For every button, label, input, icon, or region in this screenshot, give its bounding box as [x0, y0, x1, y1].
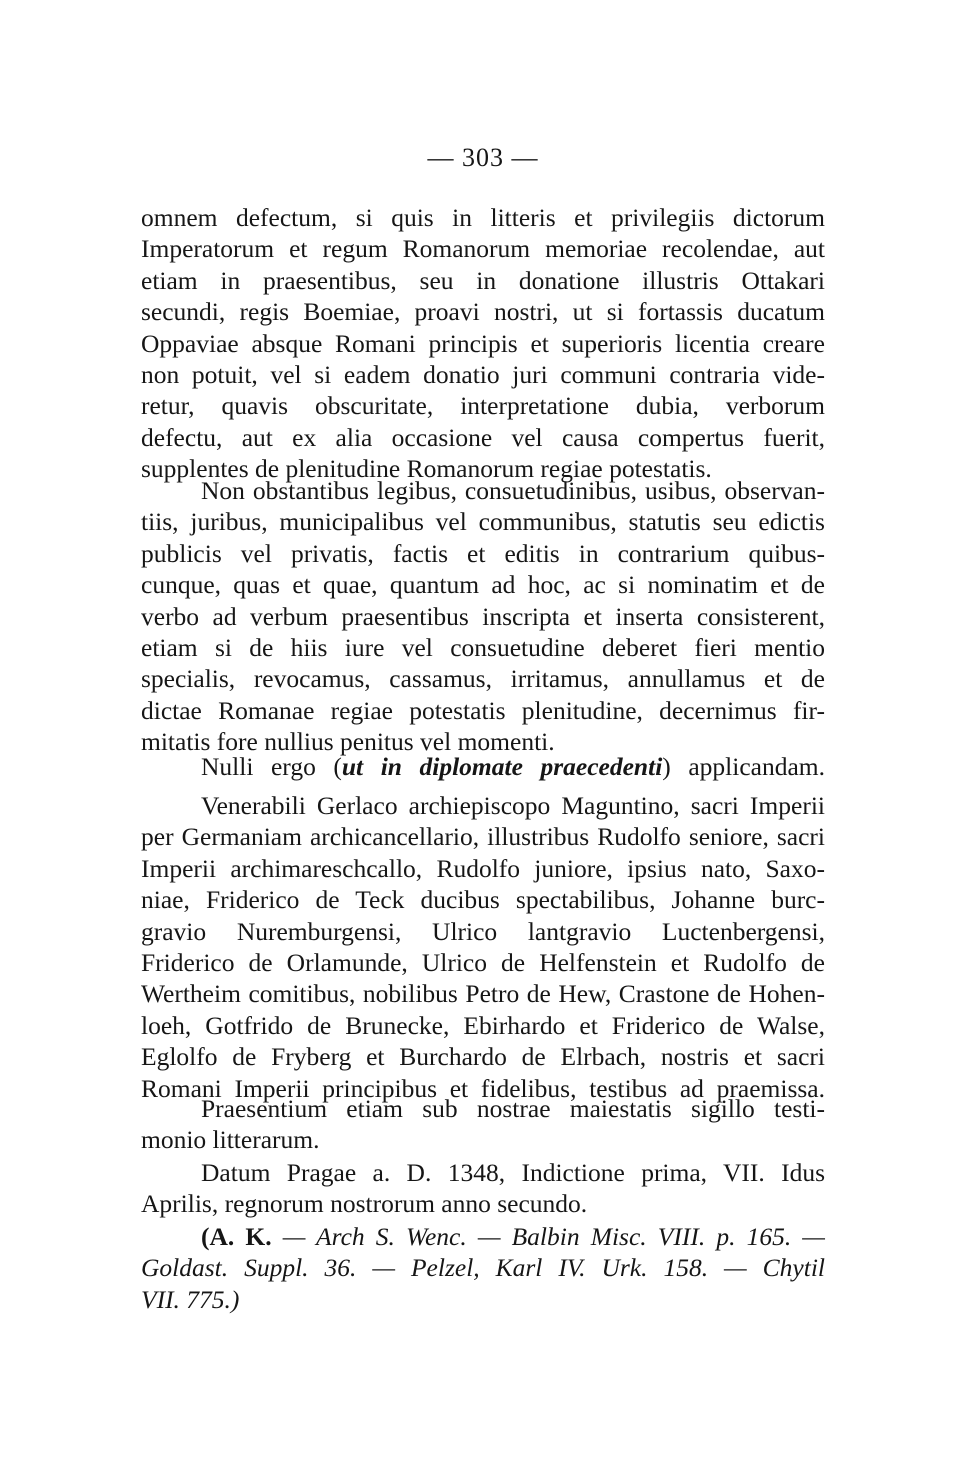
text-line: Oppaviae absque Romani principis et superioris licentia creare [141, 328, 825, 358]
text-line: per Germaniam archicancellario, illustribus Rudolfo seniore, sacri [141, 822, 825, 852]
text-line: Non obstantibus legibus, consuetudinibus, usibus, observan- [201, 476, 825, 505]
sources-abbrev: (A. K. [201, 1222, 272, 1251]
sources-line1: — Arch S. Wenc. — Balbin Misc. VIII. p. 165. — [271, 1222, 825, 1251]
text-line: secundi, regis Boemiae, proavi nostri, ut si fortassis ducatum [141, 297, 825, 327]
text-line: supplentes de plenitudine Romanorum regiae potestatis. [141, 454, 712, 484]
nulli-italic: ut in diplomate praecedenti [341, 752, 663, 781]
text-line: Venerabili Gerlaco archiepiscopo Maguntino, sacri Imperii [201, 791, 825, 820]
text-line: Wertheim comitibus, nobilibus Petro de Hew, Crastone de Hohen- [141, 979, 825, 1009]
paragraph-datum [141, 1157, 825, 1220]
text-line [141, 751, 825, 782]
text-line: niae, Friderico de Teck ducibus spectabilibus, Johanne burc- [141, 885, 825, 915]
text-line: Goldast. Suppl. 36. — Pelzel, Karl IV. Urk. 158. — Chytil [141, 1253, 825, 1283]
text-line: verbo ad verbum praesentibus inscripta et inserta consisterent, [141, 601, 825, 631]
text-line: dictae Romanae regiae potestatis plenitudine, decernimus fir- [141, 695, 825, 725]
text-line: gravio Nuremburgensi, Ulrico lantgravio Luctenbergensi, [141, 916, 825, 946]
text-line: Romani Imperii principibus et fidelibus, testibus ad praemissa. [141, 1073, 825, 1103]
text-line: etiam si de hiis iure vel consuetudine deberet fieri mentio [141, 632, 825, 662]
text-line [141, 1221, 825, 1252]
source-references [141, 1221, 825, 1315]
text-line: loeh, Gotfrido de Brunecke, Ebirhardo et Friderico de Walse, [141, 1010, 825, 1040]
page-number: — 303 — [427, 143, 539, 172]
text-line: retur, quavis obscuritate, interpretatione dubia, verborum [141, 391, 825, 421]
paragraph-nulli-ergo [141, 751, 825, 782]
text-line: monio litterarum. [141, 1125, 320, 1155]
text-line: omnem defectum, si quis in litteris et privilegiis dictorum [141, 203, 825, 232]
paragraph-witnesses [141, 790, 825, 1104]
text-line: cunque, quas et quae, quantum ad hoc, ac si nominatim et de [141, 570, 825, 600]
text-line: VII. 775.) [141, 1284, 240, 1314]
text-line: publicis vel privatis, factis et editis in contrarium quibus- [141, 538, 825, 568]
text-line: tiis, juribus, municipalibus vel communibus, statutis seu edictis [141, 507, 825, 537]
nulli-after: ) applicandam. [662, 752, 825, 781]
text-line: etiam in praesentibus, seu in donatione illustris Ottakari [141, 265, 825, 295]
text-line: non potuit, vel si eadem donatio juri communi contraria vide- [141, 359, 825, 389]
paragraph-non-obstantibus [141, 475, 825, 758]
text-line: Praesentium etiam sub nostrae maiestatis sigillo testi- [201, 1094, 825, 1123]
text-line: mitatis fore nullius penitus vel momenti. [141, 727, 555, 757]
text-line: Datum Pragae a. D. 1348, Indictione prima, VII. Idus [201, 1158, 825, 1187]
nulli-before: Nulli ergo ( [201, 752, 342, 781]
text-line: Imperii archimareschcallo, Rudolfo juniore, ipsius nato, Saxo- [141, 853, 825, 883]
paragraph-continuation [141, 202, 825, 485]
text-line: Imperatorum et regum Romanorum memoriae recolendae, aut [141, 234, 825, 264]
text-line: Eglolfo de Fryberg et Burchardo de Elrbach, nostris et sacri [141, 1042, 825, 1072]
text-line: specialis, revocamus, cassamus, irritamus, annullamus et de [141, 664, 825, 694]
text-line: Friderico de Orlamunde, Ulrico de Helfenstein et Rudolfo de [141, 947, 825, 977]
text-line: defectu, aut ex alia occasione vel causa compertus fuerit, [141, 422, 825, 452]
text-line: Aprilis, regnorum nostrorum anno secundo. [141, 1189, 588, 1219]
paragraph-praesentium [141, 1093, 825, 1156]
